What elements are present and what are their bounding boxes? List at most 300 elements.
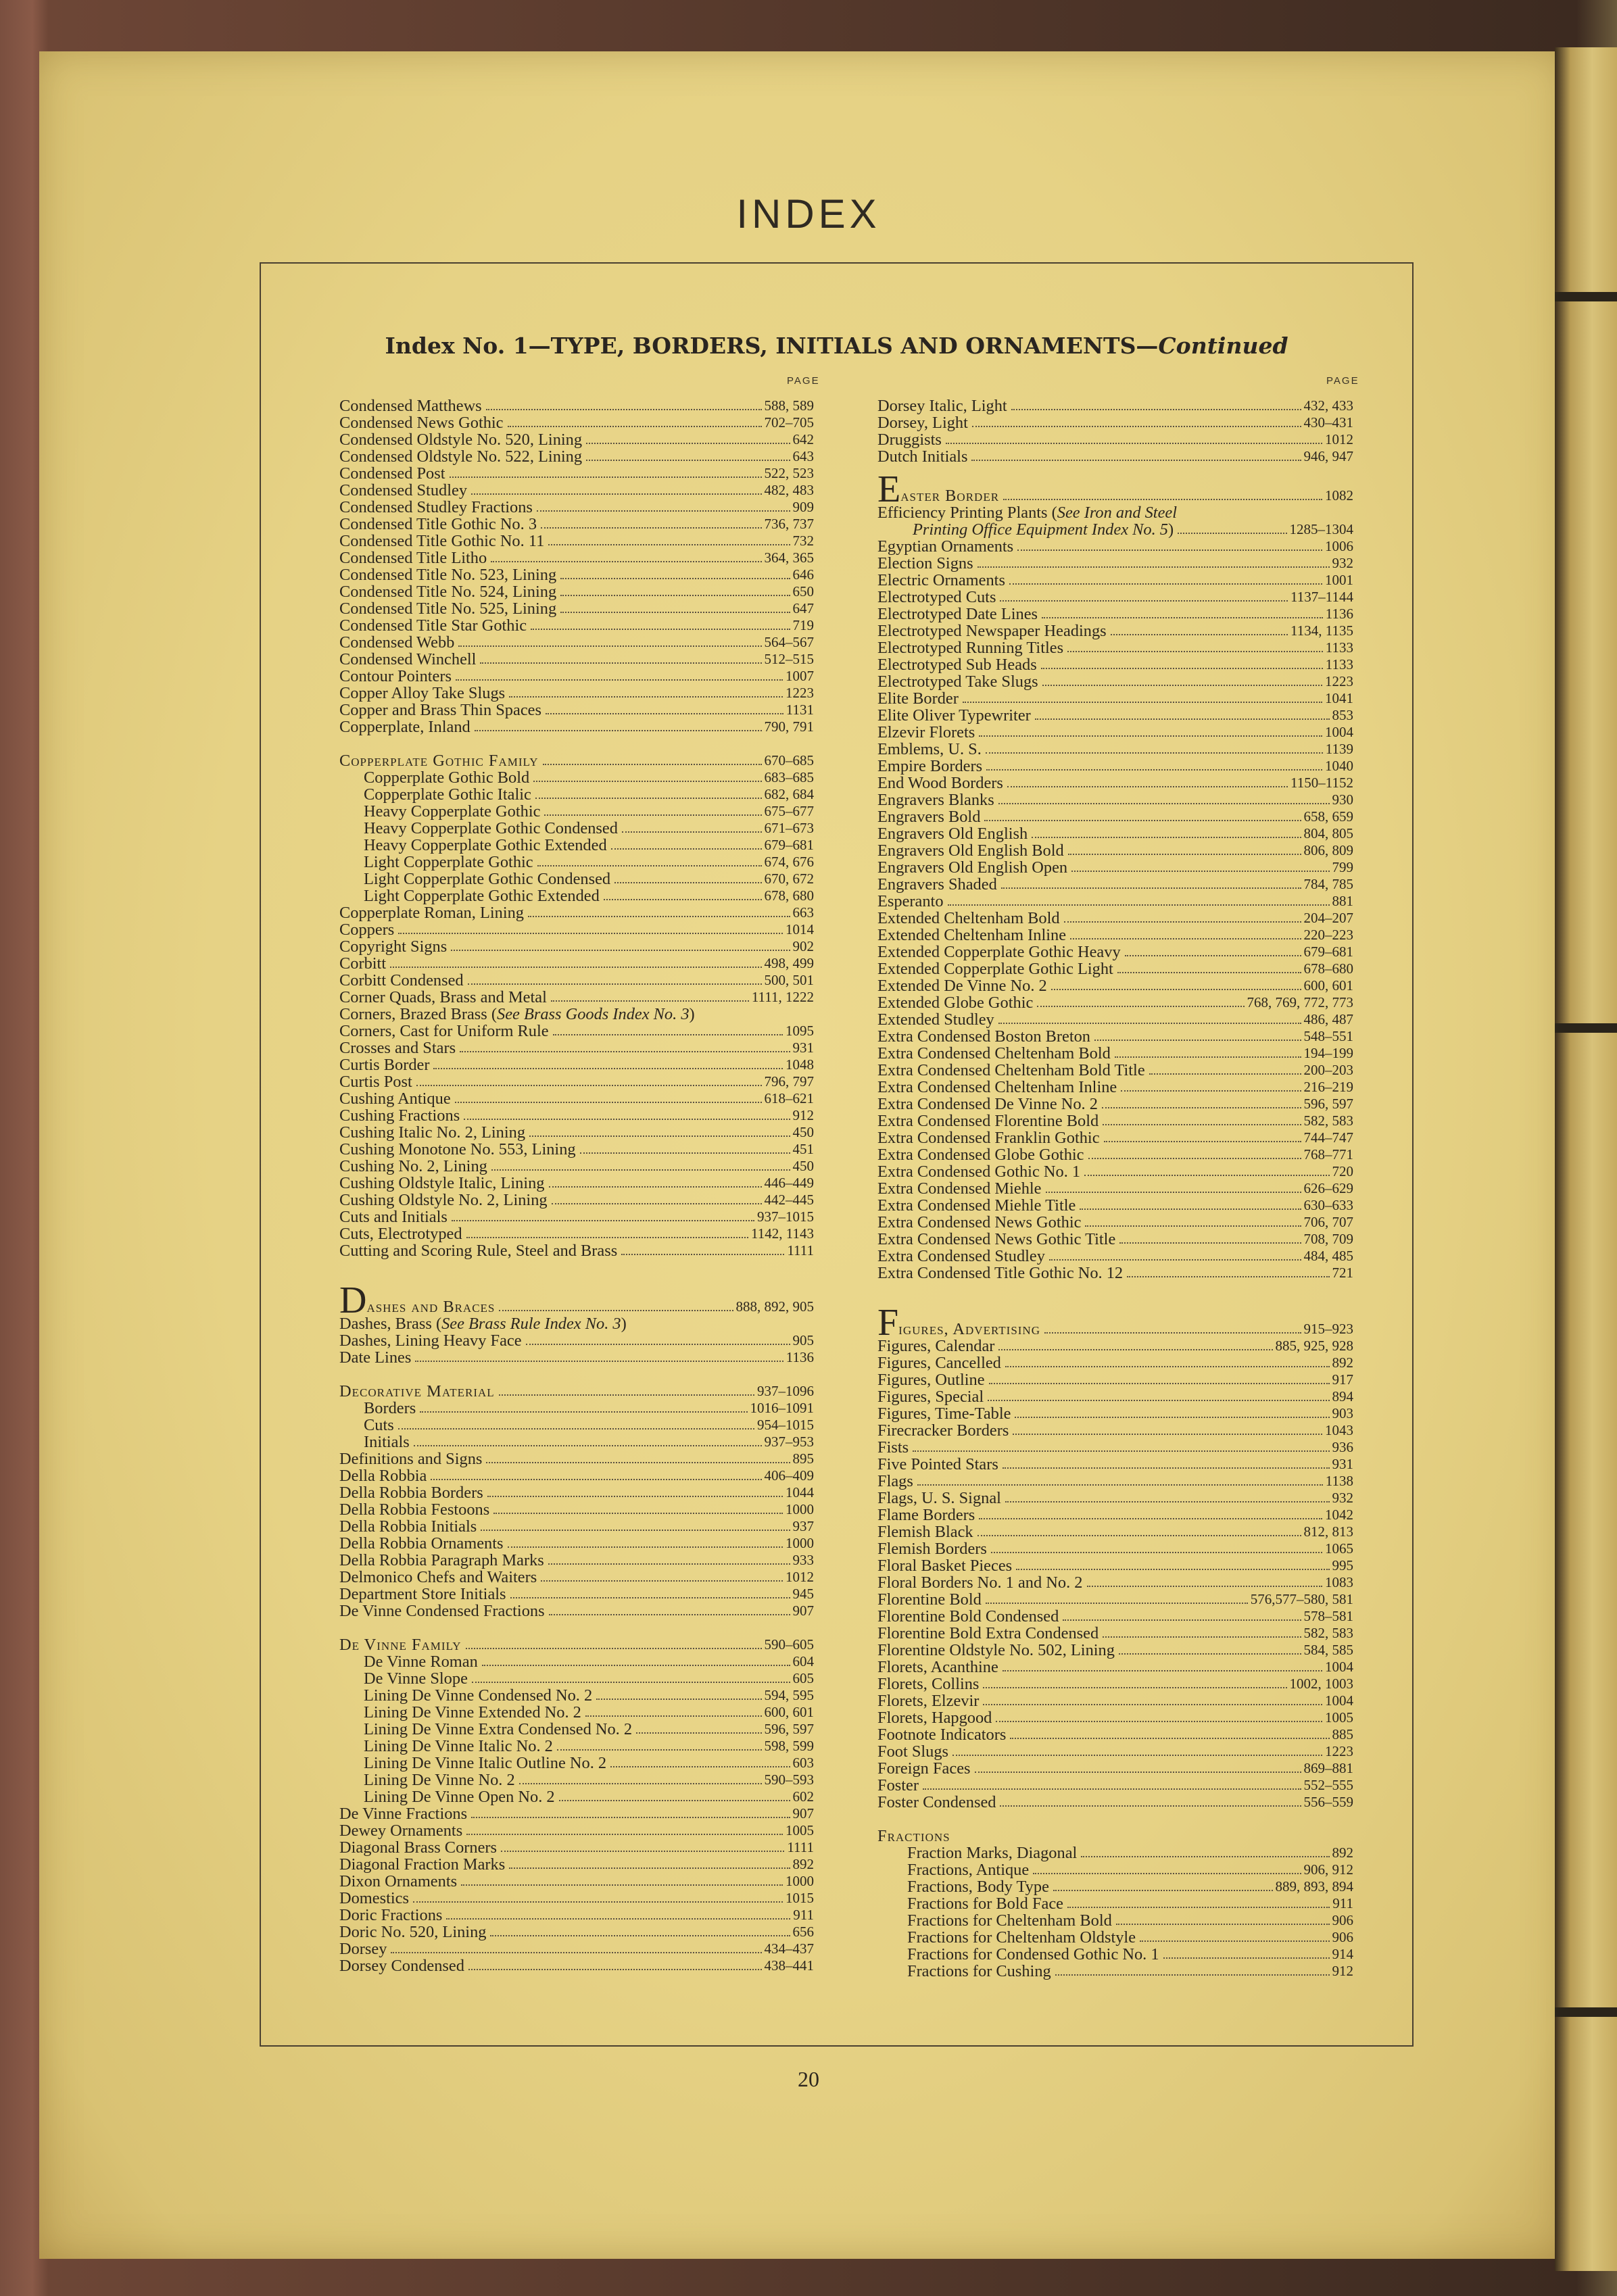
index-entry-text: Extended Copperplate Gothic Heavy bbox=[877, 944, 1121, 960]
dot-leader bbox=[1067, 651, 1323, 652]
index-entry-label bbox=[339, 499, 533, 516]
index-entry bbox=[339, 414, 814, 431]
index-entry-text: Copperplate Gothic Family bbox=[339, 752, 539, 769]
index-entry-label bbox=[339, 989, 547, 1006]
dot-leader bbox=[526, 1344, 790, 1345]
dot-leader bbox=[986, 769, 1322, 771]
dot-leader bbox=[986, 1603, 1248, 1604]
index-cross-reference: See Iron and Steel bbox=[1057, 504, 1178, 521]
index-entry bbox=[339, 1856, 814, 1873]
dot-leader bbox=[510, 1597, 790, 1598]
section-drop-letter: F bbox=[877, 1302, 899, 1344]
index-entry-text: Light Copperplate Gothic bbox=[364, 854, 533, 871]
index-entry-text: Extra Condensed Boston Breton bbox=[877, 1028, 1091, 1045]
index-entry-label bbox=[339, 617, 527, 634]
index-page-ref: 806, 809 bbox=[1303, 842, 1353, 858]
index-column-right bbox=[877, 397, 1353, 1980]
index-entry-text: Esperanto bbox=[877, 893, 944, 910]
dot-leader bbox=[553, 1034, 783, 1035]
index-entry-label bbox=[877, 775, 1003, 791]
index-entry-text: Foreign Faces bbox=[877, 1760, 971, 1777]
index-page-ref: 892 bbox=[1332, 1845, 1353, 1861]
index-page-ref: 1000 bbox=[786, 1873, 814, 1889]
index-entry-text: Heavy Copperplate Gothic Condensed bbox=[364, 820, 618, 837]
index-entry-label bbox=[339, 1603, 545, 1619]
index-subentry bbox=[339, 887, 814, 904]
index-page-ref: 434–437 bbox=[764, 1940, 814, 1957]
index-page-ref: 604 bbox=[792, 1653, 814, 1669]
dot-leader bbox=[509, 1867, 790, 1869]
dot-leader bbox=[586, 443, 790, 444]
index-heading-continued: Continued bbox=[1158, 333, 1288, 359]
index-entry-label bbox=[339, 566, 556, 583]
index-entry bbox=[877, 707, 1353, 724]
dot-leader bbox=[487, 1496, 783, 1497]
index-entry-label bbox=[877, 791, 994, 808]
index-page-ref: 1000 bbox=[786, 1535, 814, 1551]
index-page-ref: 446–449 bbox=[764, 1175, 814, 1191]
index-entry-label bbox=[877, 1388, 984, 1405]
dot-leader bbox=[1088, 1158, 1301, 1159]
index-entry-label bbox=[339, 955, 386, 972]
index-page-ref: 945 bbox=[792, 1586, 814, 1602]
dot-leader bbox=[529, 1135, 790, 1137]
index-entry-label bbox=[364, 1400, 416, 1417]
index-page-ref: 630–633 bbox=[1303, 1197, 1353, 1213]
index-page-ref: 915–923 bbox=[1303, 1321, 1353, 1337]
page-column-header-right: PAGE bbox=[1326, 375, 1359, 387]
index-entry-label bbox=[339, 549, 487, 566]
index-entry-label bbox=[877, 994, 1033, 1011]
index-entry-label bbox=[339, 448, 582, 465]
index-entry-label bbox=[339, 634, 454, 651]
index-spacer bbox=[339, 1276, 814, 1293]
index-entry-text: Condensed Title Gothic No. 11 bbox=[339, 533, 545, 549]
index-entry-text: Extra Condensed Gothic No. 1 bbox=[877, 1163, 1081, 1180]
index-entry-label bbox=[339, 1383, 495, 1400]
index-entry bbox=[339, 1907, 814, 1924]
index-entry-label bbox=[877, 1354, 1001, 1371]
dot-leader bbox=[972, 426, 1301, 427]
index-entry bbox=[877, 521, 1353, 538]
index-entry bbox=[877, 397, 1353, 414]
index-page-ref: 438–441 bbox=[764, 1957, 814, 1974]
index-entry-label bbox=[877, 656, 1037, 673]
index-page-ref: 892 bbox=[1332, 1354, 1353, 1371]
index-entry-label bbox=[364, 1670, 468, 1687]
dot-leader bbox=[978, 566, 1330, 568]
index-entry-label bbox=[339, 668, 452, 685]
index-entry-label bbox=[877, 690, 959, 707]
index-page-ref: 946, 947 bbox=[1303, 448, 1353, 464]
index-page-ref: 682, 684 bbox=[764, 786, 814, 802]
index-page-ref: 905 bbox=[792, 1332, 814, 1348]
index-entry-label bbox=[877, 1507, 975, 1523]
index-page-ref: 784, 785 bbox=[1303, 876, 1353, 892]
index-entry-text: Floral Borders No. 1 and No. 2 bbox=[877, 1574, 1083, 1591]
index-page-ref: 937–1015 bbox=[757, 1208, 814, 1225]
index-page-ref: 200–203 bbox=[1303, 1062, 1353, 1078]
dot-leader bbox=[610, 1766, 790, 1767]
index-subentry bbox=[877, 1963, 1353, 1980]
index-entry-label bbox=[877, 1473, 913, 1490]
index-page-ref: 906 bbox=[1332, 1912, 1353, 1928]
dot-leader bbox=[971, 460, 1301, 461]
index-entry-label bbox=[339, 1073, 412, 1090]
index-entry-text: Dashes, Lining Heavy Face bbox=[339, 1332, 522, 1349]
index-entry-text: Emblems, U. S. bbox=[877, 741, 982, 758]
dot-leader bbox=[413, 1901, 783, 1903]
index-entry-text: Dashes, Brass ( bbox=[339, 1315, 442, 1332]
index-entry-label bbox=[877, 707, 1031, 724]
index-entry-label bbox=[877, 1760, 971, 1777]
index-entry-label bbox=[339, 1890, 409, 1907]
dot-leader bbox=[1005, 1501, 1330, 1503]
index-page-ref: 626–629 bbox=[1303, 1180, 1353, 1196]
index-entry-text: Firecracker Borders bbox=[877, 1422, 1009, 1439]
index-entry-text: Extra Condensed Cheltenham Bold Title bbox=[877, 1062, 1145, 1079]
index-entry-text: Flemish Black bbox=[877, 1523, 973, 1540]
index-entry-label bbox=[877, 1265, 1123, 1281]
index-entry-text: Florentine Bold bbox=[877, 1591, 982, 1608]
index-entry bbox=[339, 651, 814, 668]
index-entry-text: Cushing Monotone No. 553, Lining bbox=[339, 1141, 576, 1158]
index-subentry bbox=[877, 1895, 1353, 1912]
index-entry-text: Empire Borders bbox=[877, 758, 983, 775]
dot-leader bbox=[1084, 1175, 1329, 1176]
index-entry-label bbox=[877, 673, 1038, 690]
index-entry-label bbox=[364, 1704, 581, 1721]
dot-leader bbox=[1119, 1242, 1301, 1244]
dot-leader bbox=[486, 409, 762, 410]
index-entry-text: Corbitt bbox=[339, 955, 387, 972]
dot-leader bbox=[508, 1546, 783, 1548]
index-entry-text: Condensed Studley Fractions bbox=[339, 499, 533, 516]
index-entry-label bbox=[339, 1158, 487, 1175]
index-entry-label bbox=[364, 1755, 606, 1772]
index-entry-text: Extended Cheltenham Bold bbox=[877, 910, 1060, 927]
index-page-ref: 683–685 bbox=[764, 769, 814, 785]
index-entry-text: Extra Condensed Title Gothic No. 12 bbox=[877, 1265, 1124, 1281]
page-number: 20 bbox=[798, 2067, 819, 2091]
dot-leader bbox=[480, 662, 761, 664]
dot-leader bbox=[1071, 871, 1329, 872]
index-page-ref: 906, 912 bbox=[1303, 1861, 1353, 1878]
index-entry-label bbox=[339, 600, 556, 617]
index-page-ref: 1095 bbox=[786, 1023, 814, 1039]
index-entry-label bbox=[877, 1726, 1006, 1743]
dot-leader bbox=[1044, 1332, 1301, 1334]
index-entry bbox=[339, 938, 814, 955]
dot-leader bbox=[559, 1800, 790, 1801]
index-subentry bbox=[339, 1653, 814, 1670]
index-entry bbox=[877, 1574, 1353, 1591]
index-entry-label bbox=[364, 786, 531, 803]
index-entry-label bbox=[877, 927, 1066, 944]
index-entry-text: De Vinne Roman bbox=[364, 1653, 478, 1670]
index-entry bbox=[877, 1248, 1353, 1265]
index-page-ref: 578–581 bbox=[1303, 1608, 1353, 1624]
index-entry-text: Elzevir Florets bbox=[877, 724, 975, 741]
dot-leader bbox=[1104, 1141, 1301, 1142]
index-entry-label bbox=[877, 741, 982, 758]
index-entry-label bbox=[364, 1721, 632, 1738]
index-entry-text: Lining De Vinne Italic Outline No. 2 bbox=[364, 1755, 607, 1772]
index-entry-label bbox=[877, 538, 1013, 555]
index-entry-text: Fractions for Bold Face bbox=[907, 1895, 1063, 1912]
index-entry-label bbox=[877, 758, 982, 775]
index-entry-text: Della Robbia Borders bbox=[339, 1484, 483, 1501]
index-entry bbox=[339, 1208, 814, 1225]
index-entry-label bbox=[877, 1163, 1080, 1180]
index-entry-label bbox=[364, 871, 610, 887]
index-page-ref: 889, 893, 894 bbox=[1275, 1878, 1353, 1895]
index-page-ref: 912 bbox=[792, 1107, 814, 1123]
index-subentry bbox=[339, 871, 814, 887]
dot-leader bbox=[963, 702, 1322, 703]
index-entry-text: Fractions for Condensed Gothic No. 1 bbox=[907, 1946, 1159, 1963]
index-entry-label bbox=[877, 893, 944, 910]
dot-leader bbox=[414, 1445, 762, 1446]
dot-leader bbox=[1081, 1856, 1329, 1857]
index-page-ref: 671–673 bbox=[764, 820, 814, 836]
index-entry bbox=[339, 617, 814, 634]
index-subentry bbox=[339, 820, 814, 837]
index-page-ref: 708, 709 bbox=[1303, 1231, 1353, 1247]
index-entry-text: Dewey Ornaments bbox=[339, 1822, 463, 1839]
dot-leader bbox=[621, 1254, 784, 1255]
index-entry bbox=[877, 1129, 1353, 1146]
index-entry-label bbox=[877, 1523, 973, 1540]
index-subentry bbox=[877, 1861, 1353, 1878]
index-page-ref: 931 bbox=[1332, 1456, 1353, 1472]
index-entry-text: Fraction Marks, Diagonal bbox=[907, 1845, 1078, 1861]
index-page-ref: 906 bbox=[1332, 1929, 1353, 1945]
index-entry-text: Florets, Collins bbox=[877, 1676, 980, 1692]
index-page-ref: 1048 bbox=[786, 1056, 814, 1073]
index-page-ref: 1006 bbox=[1325, 538, 1353, 554]
index-entry-label bbox=[877, 1608, 1059, 1625]
index-subentry bbox=[339, 854, 814, 871]
index-entry-label bbox=[907, 1946, 1159, 1963]
index-entry-label bbox=[339, 1636, 462, 1653]
index-entry-label bbox=[877, 1692, 979, 1709]
index-entry bbox=[339, 549, 814, 566]
index-entry-label bbox=[339, 1450, 482, 1467]
index-entry-label bbox=[877, 572, 1005, 589]
index-entry bbox=[877, 1709, 1353, 1726]
index-entry-text: Initials bbox=[364, 1434, 410, 1450]
dot-leader bbox=[508, 426, 762, 427]
index-page-ref: 1133 bbox=[1325, 639, 1353, 656]
index-entry-text: Extra Condensed Franklin Gothic bbox=[877, 1129, 1100, 1146]
index-page-ref: 931 bbox=[792, 1040, 814, 1056]
index-entry bbox=[877, 994, 1353, 1011]
index-entry-label bbox=[339, 1586, 506, 1603]
dot-leader bbox=[1127, 1276, 1329, 1277]
index-page-ref: 1012 bbox=[786, 1569, 814, 1585]
index-entry-text: Condensed Post bbox=[339, 465, 445, 482]
index-page-ref: 675–677 bbox=[764, 803, 814, 819]
index-entry-label bbox=[907, 1963, 1051, 1980]
index-page-ref: 1134, 1135 bbox=[1290, 622, 1353, 639]
index-entry-text: Department Store Initials bbox=[339, 1586, 506, 1603]
index-entry bbox=[339, 1349, 814, 1366]
index-page-ref: 582, 583 bbox=[1303, 1113, 1353, 1129]
index-entry bbox=[877, 1794, 1353, 1811]
index-entry bbox=[877, 1540, 1353, 1557]
index-entry-text: De Vinne Family bbox=[339, 1636, 462, 1653]
dot-leader bbox=[923, 1788, 1301, 1790]
dot-leader bbox=[1115, 1056, 1301, 1058]
dot-leader bbox=[1116, 1924, 1330, 1925]
index-column-left bbox=[339, 397, 814, 1974]
index-page-ref: 512–515 bbox=[764, 651, 814, 667]
index-spacer bbox=[877, 465, 1353, 482]
index-page-ref: 590–605 bbox=[764, 1636, 814, 1653]
index-entry bbox=[877, 1439, 1353, 1456]
dot-leader bbox=[519, 1783, 762, 1784]
index-entry-label bbox=[877, 876, 997, 893]
index-spacer bbox=[339, 1366, 814, 1383]
index-entry bbox=[877, 606, 1353, 622]
index-entry-label bbox=[877, 1011, 994, 1028]
dot-leader bbox=[560, 578, 790, 579]
index-entry-label bbox=[877, 1079, 1117, 1096]
index-page-ref: 799 bbox=[1332, 859, 1353, 875]
index-entry-label bbox=[339, 1006, 695, 1023]
index-entry-label bbox=[877, 1197, 1076, 1214]
dot-leader bbox=[560, 595, 790, 596]
dot-leader bbox=[482, 1665, 790, 1666]
index-entry bbox=[877, 1608, 1353, 1625]
dot-leader bbox=[544, 814, 761, 816]
index-subentry bbox=[877, 1946, 1353, 1963]
index-entry-text: Dixon Ornaments bbox=[339, 1873, 458, 1890]
dot-leader bbox=[991, 1552, 1322, 1553]
index-page-ref: 1014 bbox=[786, 921, 814, 937]
dot-leader bbox=[481, 1530, 790, 1531]
dot-leader bbox=[1067, 1907, 1330, 1908]
index-entry-text: Condensed Title Litho bbox=[339, 549, 487, 566]
index-page-ref: 1040 bbox=[1325, 758, 1353, 774]
index-page-ref: 678–680 bbox=[1303, 960, 1353, 977]
index-page-ref: 1139 bbox=[1325, 741, 1353, 757]
dot-leader bbox=[1007, 786, 1288, 787]
index-page-ref: 582, 583 bbox=[1303, 1625, 1353, 1641]
page-tab-mark bbox=[1555, 2007, 1617, 2017]
index-page-ref: 912 bbox=[1332, 1963, 1353, 1979]
dot-leader bbox=[1042, 617, 1323, 618]
dot-leader bbox=[391, 1952, 761, 1953]
index-entry bbox=[877, 538, 1353, 555]
dot-leader bbox=[535, 798, 762, 799]
dot-leader bbox=[552, 1203, 762, 1204]
dot-leader bbox=[986, 752, 1323, 754]
index-entry-text: Light Copperplate Gothic Extended bbox=[364, 887, 600, 904]
dot-leader bbox=[596, 1699, 761, 1700]
index-entry-text: Extra Condensed News Gothic Title bbox=[877, 1231, 1116, 1248]
index-entry-text: Extra Condensed Cheltenham Inline bbox=[877, 1079, 1117, 1096]
index-entry-label bbox=[877, 910, 1060, 927]
index-entry-text: Fractions bbox=[877, 1828, 950, 1845]
index-entry-text: Cuts bbox=[364, 1417, 394, 1434]
index-entry-text: Extra Condensed News Gothic bbox=[877, 1214, 1082, 1231]
dot-leader bbox=[1103, 1636, 1301, 1638]
index-entry bbox=[877, 825, 1353, 842]
index-entry bbox=[877, 1113, 1353, 1129]
index-entry-text: Five Pointed Stars bbox=[877, 1456, 998, 1473]
index-entry bbox=[339, 1890, 814, 1907]
dot-leader bbox=[983, 1687, 1286, 1688]
index-entry bbox=[877, 1507, 1353, 1523]
index-entry-text: Della Robbia Ornaments bbox=[339, 1535, 504, 1552]
index-entry-label bbox=[877, 1591, 982, 1608]
index-entry-label bbox=[877, 1062, 1145, 1079]
index-entry-text: Condensed Title No. 523, Lining bbox=[339, 566, 557, 583]
index-entry-label bbox=[339, 702, 541, 718]
index-entry-text: Delmonico Chefs and Waiters bbox=[339, 1569, 537, 1586]
index-entry bbox=[877, 960, 1353, 977]
index-entry-text: Engravers Blanks bbox=[877, 791, 994, 808]
index-entry bbox=[339, 1467, 814, 1484]
dot-leader bbox=[1053, 1890, 1273, 1891]
index-entry-text: Florets, Elzevir bbox=[877, 1692, 980, 1709]
index-entry bbox=[877, 656, 1353, 673]
index-page-ref: 482, 483 bbox=[764, 482, 814, 498]
dot-leader bbox=[466, 1834, 783, 1835]
index-entry-text: ) bbox=[621, 1315, 627, 1332]
index-entry-text: Florentine Bold Extra Condensed bbox=[877, 1625, 1099, 1642]
index-entry bbox=[877, 741, 1353, 758]
index-page-ref: 430–431 bbox=[1303, 414, 1353, 431]
index-entry-text: Crosses and Stars bbox=[339, 1040, 456, 1056]
index-entry-text: Extended Studley bbox=[877, 1011, 994, 1028]
index-page-ref: 658, 659 bbox=[1303, 808, 1353, 825]
index-entry-label bbox=[877, 1180, 1042, 1197]
index-entry-label bbox=[339, 482, 467, 499]
index-entry-label bbox=[339, 465, 445, 482]
index-entry bbox=[877, 1011, 1353, 1028]
index-page-ref: 869–881 bbox=[1303, 1760, 1353, 1776]
index-page-ref: 768, 769, 772, 773 bbox=[1247, 994, 1353, 1010]
dot-leader bbox=[433, 1068, 783, 1069]
index-entry bbox=[877, 622, 1353, 639]
dot-leader bbox=[458, 645, 761, 647]
index-entry-label bbox=[339, 1501, 489, 1518]
index-page-ref: 674, 676 bbox=[764, 854, 814, 870]
index-page-ref: 486, 487 bbox=[1303, 1011, 1353, 1027]
index-entry bbox=[877, 876, 1353, 893]
index-entry bbox=[339, 397, 814, 414]
index-entry-text: Extra Condensed Cheltenham Bold bbox=[877, 1045, 1111, 1062]
index-entry-label bbox=[339, 1107, 460, 1124]
index-entry-text: Foster Condensed bbox=[877, 1794, 996, 1811]
index-entry-text: Corbitt Condensed bbox=[339, 972, 464, 989]
index-subentry bbox=[339, 1417, 814, 1434]
index-entry-label bbox=[339, 651, 476, 668]
index-entry-label bbox=[339, 904, 524, 921]
index-entry bbox=[877, 758, 1353, 775]
dot-leader bbox=[1000, 600, 1288, 602]
index-page-ref: 596, 597 bbox=[1303, 1096, 1353, 1112]
index-entry-label bbox=[877, 1540, 987, 1557]
index-entry bbox=[877, 1062, 1353, 1079]
index-entry-text: Decorative Material bbox=[339, 1383, 495, 1400]
index-entry bbox=[339, 1383, 814, 1400]
index-entry bbox=[339, 1315, 814, 1332]
index-entry-text: Fractions, Body Type bbox=[907, 1878, 1049, 1895]
